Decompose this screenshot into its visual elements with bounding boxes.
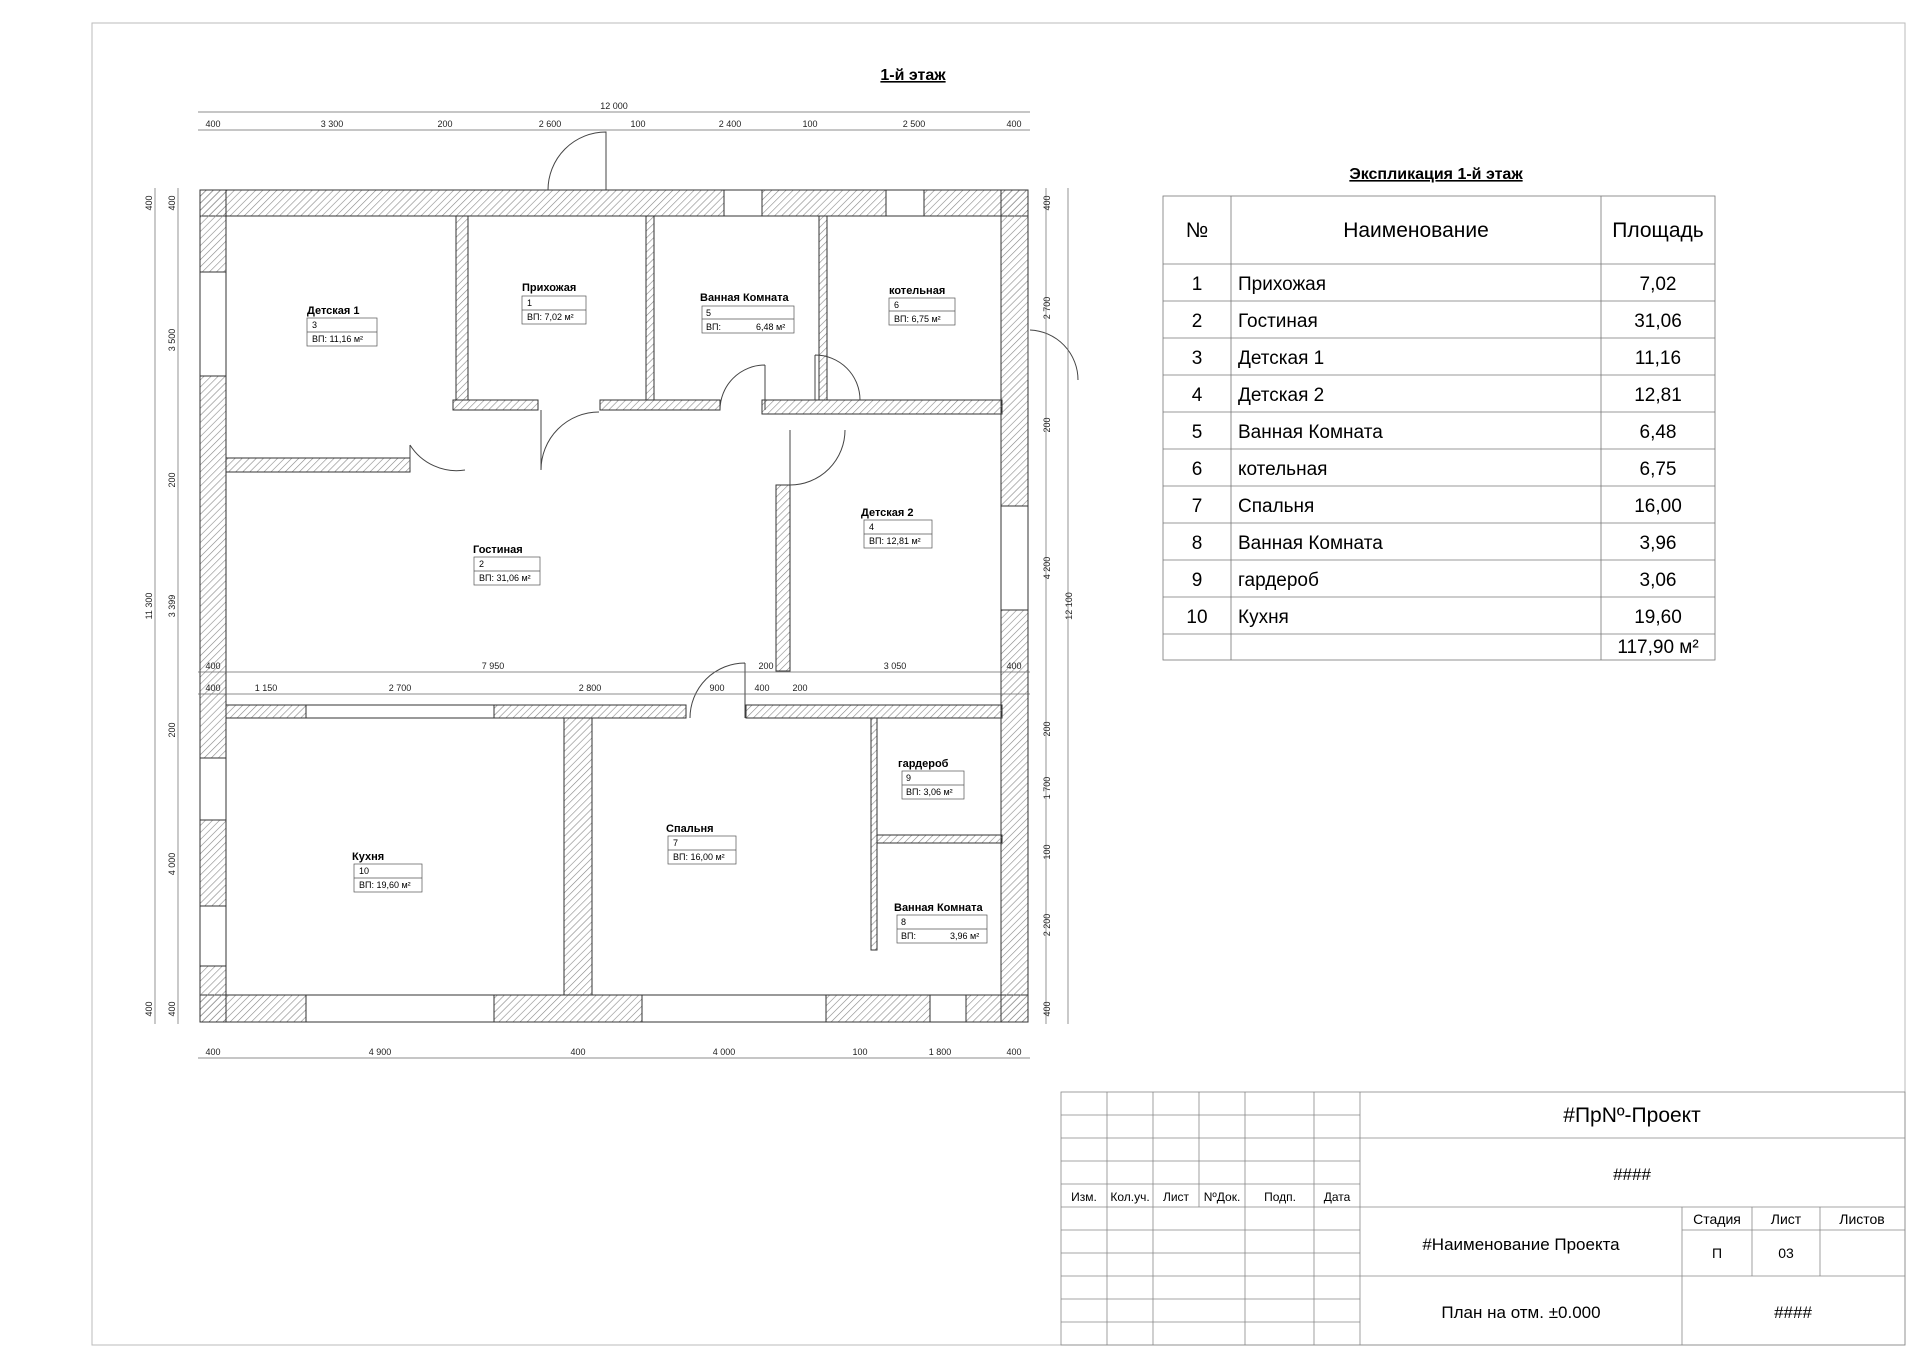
row-number: 9 — [1191, 570, 1203, 591]
row-area: 6,75 — [1639, 459, 1677, 480]
row-number: 6 — [1191, 459, 1203, 480]
dim-left-outer: 11 300 — [144, 592, 154, 620]
door-hall — [541, 410, 599, 470]
window — [724, 190, 762, 216]
explication-title: Экспликация 1-й этаж — [1349, 166, 1523, 183]
room-area-value: 3,96 м² — [950, 931, 980, 941]
dim-middle-lower: 1 150 — [254, 683, 278, 693]
room-name: Детская 2 — [861, 507, 914, 519]
row-number: 7 — [1191, 496, 1203, 517]
window — [306, 995, 494, 1022]
row-area: 11,16 — [1634, 348, 1682, 369]
dim-bottom: 4 900 — [368, 1047, 392, 1057]
room-label-bathroom-5 — [700, 292, 794, 333]
row-area: 7,02 — [1639, 274, 1677, 295]
dim-right-inner: 4 200 — [1042, 556, 1052, 580]
title-block — [1061, 1092, 1905, 1345]
wall-vertical-1 — [456, 216, 468, 400]
sheets-label: Листов — [1839, 1211, 1885, 1227]
door-kids1 — [410, 445, 465, 471]
room-number: 10 — [359, 866, 370, 876]
row-name: Детская 2 — [1238, 385, 1325, 406]
window — [642, 995, 826, 1022]
dim-middle-lower: 900 — [709, 683, 725, 693]
room-area-label: ВП: — [901, 931, 916, 941]
wall-vertical-3 — [819, 216, 827, 400]
dim-top: 100 — [630, 119, 646, 129]
wall-vertical-2 — [646, 216, 654, 400]
dimension-lines — [155, 112, 1068, 1058]
row-area: 3,96 — [1639, 533, 1677, 554]
sheet-code: #### — [1774, 1303, 1812, 1322]
room-name: Ванная Комната — [700, 292, 789, 304]
dim-right-inner: 2 200 — [1042, 913, 1052, 937]
dim-left-inner: 3 399 — [167, 594, 177, 618]
room-area: ВП: 19,60 м² — [359, 880, 411, 890]
row-name: Гостиная — [1238, 311, 1318, 332]
row-number: 4 — [1191, 385, 1203, 406]
dim-middle-lower: 2 700 — [388, 683, 412, 693]
dim-left-inner: 3 500 — [167, 328, 177, 352]
window — [930, 995, 966, 1022]
dim-middle-lower: 2 800 — [578, 683, 602, 693]
room-label-kitchen — [352, 851, 422, 892]
room-name: гардероб — [898, 758, 949, 770]
project-code: #ПрNº-Проект — [1563, 1104, 1701, 1127]
window — [1001, 506, 1028, 610]
dim-right-outer: 12 100 — [1064, 592, 1074, 620]
dim-bottom: 1 800 — [928, 1047, 952, 1057]
dim-middle-lower: 200 — [792, 683, 808, 693]
wall-upper-horizontal-b — [453, 400, 538, 410]
dim-middle-upper: 400 — [205, 661, 221, 671]
wall-vertical-6 — [871, 718, 877, 950]
tb-column: Лист — [1162, 1190, 1190, 1204]
wall-wardrobe-bottom — [877, 835, 1002, 843]
door-kids2 — [790, 430, 845, 485]
window — [200, 758, 226, 820]
sheet-value: 03 — [1778, 1245, 1794, 1261]
row-area: 12,81 — [1634, 385, 1682, 406]
row-name: Ванная Комната — [1238, 533, 1383, 554]
dim-top: 100 — [802, 119, 818, 129]
room-area: ВП: 6,75 м² — [894, 314, 941, 324]
room-name: Кухня — [352, 851, 385, 863]
table-rows — [1186, 274, 1681, 628]
dim-middle-upper: 200 — [758, 661, 774, 671]
dim-right-inner: 200 — [1042, 417, 1052, 433]
door-boiler-ext — [1028, 330, 1078, 380]
window — [306, 705, 494, 718]
tb-column: NºДок. — [1203, 1190, 1241, 1204]
room-label-bedroom — [666, 823, 736, 864]
dim-left-inner: 200 — [167, 472, 177, 488]
dim-bottom: 400 — [570, 1047, 586, 1057]
sheet-title: План на отм. ±0.000 — [1441, 1303, 1601, 1322]
row-number: 5 — [1191, 422, 1203, 443]
table-total: 117,90 м² — [1617, 637, 1699, 658]
door-entrance — [548, 132, 606, 190]
dim-bottom: 4 000 — [712, 1047, 736, 1057]
dim-right-inner: 2 700 — [1042, 296, 1052, 320]
row-name: Ванная Комната — [1238, 422, 1383, 443]
dim-right-inner: 400 — [1042, 195, 1052, 211]
room-label-wardrobe — [898, 758, 964, 799]
room-number: 3 — [312, 320, 318, 330]
stage-label: Стадия — [1693, 1211, 1741, 1227]
dim-top: 200 — [437, 119, 453, 129]
dim-middle-lower: 400 — [754, 683, 770, 693]
row-area: 3,06 — [1639, 570, 1677, 591]
dim-middle-upper: 7 950 — [481, 661, 505, 671]
room-area: ВП: 31,06 м² — [479, 573, 531, 583]
wall-vertical-5 — [564, 718, 592, 995]
row-name: котельная — [1238, 459, 1328, 480]
table-header: № — [1185, 219, 1209, 242]
dim-left-outer: 400 — [144, 195, 154, 211]
sheet-label: Лист — [1770, 1211, 1802, 1227]
row-name: гардероб — [1238, 570, 1319, 591]
window — [200, 272, 226, 376]
dim-top: 2 500 — [902, 119, 926, 129]
dim-middle-lower: 400 — [205, 683, 221, 693]
door-bath5 — [720, 365, 765, 410]
dim-bottom: 400 — [1006, 1047, 1022, 1057]
tb-column: Подп. — [1264, 1190, 1296, 1204]
row-area: 16,00 — [1634, 496, 1682, 517]
room-label-kids-2 — [861, 507, 932, 548]
dim-left-inner: 4 000 — [167, 852, 177, 876]
room-number: 2 — [479, 559, 485, 569]
row-number: 8 — [1191, 533, 1203, 554]
room-area-label: ВП: — [706, 322, 721, 332]
room-number: 6 — [894, 300, 900, 310]
window — [200, 906, 226, 966]
dim-top: 2 400 — [718, 119, 742, 129]
row-name: Спальня — [1238, 496, 1315, 517]
tb-column: Дата — [1323, 1190, 1351, 1204]
room-name: Гостиная — [473, 544, 523, 556]
row-area: 31,06 — [1634, 311, 1682, 332]
wall-upper-horizontal-a — [226, 458, 410, 472]
room-number: 1 — [527, 298, 533, 308]
dim-left-inner: 400 — [167, 1001, 177, 1017]
room-area: ВП: 12,81 м² — [869, 536, 921, 546]
dim-top: 400 — [1006, 119, 1022, 129]
room-area: ВП: 3,06 м² — [906, 787, 953, 797]
table-header: Площадь — [1612, 219, 1704, 242]
room-label-living — [473, 544, 540, 585]
project-name: #Наименование Проекта — [1422, 1235, 1620, 1254]
code-placeholder: #### — [1613, 1165, 1651, 1184]
dim-left-outer: 400 — [144, 1001, 154, 1017]
room-area: ВП: 16,00 м² — [673, 852, 725, 862]
dim-top: 2 600 — [538, 119, 562, 129]
wall-middle-horizontal-b — [746, 705, 1002, 718]
row-name: Прихожая — [1238, 274, 1327, 295]
room-name: Ванная Комната — [894, 902, 983, 914]
room-label-kids-1 — [307, 305, 377, 346]
dim-left-inner: 400 — [167, 195, 177, 211]
dim-right-inner: 200 — [1042, 721, 1052, 737]
room-area: ВП: 7,02 м² — [527, 312, 574, 322]
doors — [410, 132, 1078, 718]
dim-bottom: 100 — [852, 1047, 868, 1057]
room-area-value: 6,48 м² — [756, 322, 786, 332]
room-number: 4 — [869, 522, 875, 532]
room-number: 5 — [706, 308, 712, 318]
room-number: 7 — [673, 838, 679, 848]
explication — [1163, 166, 1715, 660]
row-name: Детская 1 — [1238, 348, 1325, 369]
row-area: 6,48 — [1639, 422, 1677, 443]
row-name: Кухня — [1238, 607, 1289, 628]
dim-bottom: 400 — [205, 1047, 221, 1057]
tb-column: Кол.уч. — [1110, 1190, 1150, 1204]
room-name: Спальня — [666, 823, 714, 835]
dim-right-inner: 400 — [1042, 1001, 1052, 1017]
wall-upper-horizontal-c — [600, 400, 720, 410]
room-label-boiler — [889, 285, 955, 325]
dim-top: 3 300 — [320, 119, 344, 129]
room-area: ВП: 11,16 м² — [312, 334, 364, 344]
table-header: Наименование — [1343, 219, 1489, 242]
room-label-hallway — [522, 282, 586, 324]
dim-right-inner: 100 — [1042, 844, 1052, 860]
row-area: 19,60 — [1634, 607, 1682, 628]
row-number: 2 — [1191, 311, 1203, 332]
row-number: 3 — [1191, 348, 1203, 369]
tb-column: Изм. — [1071, 1190, 1097, 1204]
dim-top-total: 12 000 — [600, 101, 628, 111]
dim-right-inner: 1 700 — [1042, 776, 1052, 800]
room-number: 8 — [901, 917, 907, 927]
wall-vertical-4 — [776, 485, 790, 671]
room-name: Детская 1 — [307, 305, 360, 317]
room-label-bathroom-8 — [894, 902, 987, 943]
dim-left-inner: 200 — [167, 722, 177, 738]
row-number: 10 — [1186, 607, 1208, 628]
room-name: Прихожая — [522, 282, 577, 294]
wall-upper-horizontal-d — [762, 400, 1002, 414]
dim-middle-upper: 3 050 — [883, 661, 907, 671]
row-number: 1 — [1191, 274, 1203, 295]
window — [886, 190, 924, 216]
dim-top: 400 — [205, 119, 221, 129]
dim-middle-upper: 400 — [1006, 661, 1022, 671]
room-number: 9 — [906, 773, 912, 783]
stage-value: П — [1711, 1245, 1723, 1261]
plan-title: 1-й этаж — [880, 67, 946, 84]
room-name: котельная — [889, 285, 946, 297]
